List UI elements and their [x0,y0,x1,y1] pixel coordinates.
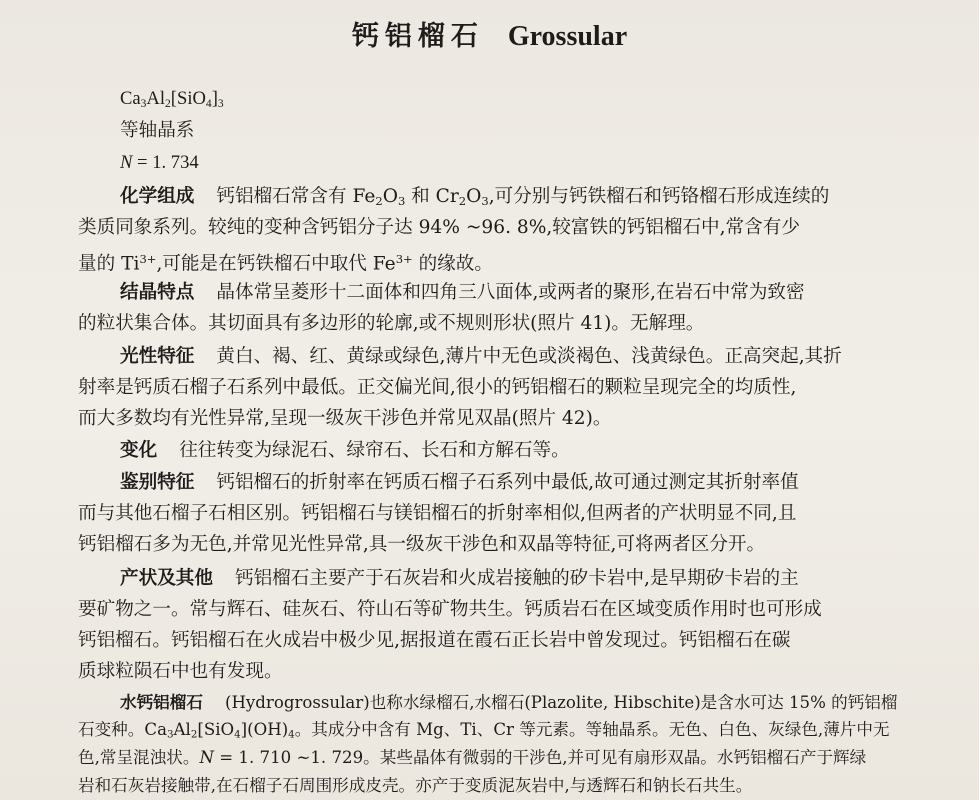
heading-crystal-features: 结晶特点 [120,282,195,303]
text-line: 钙铝榴石多为无色,并常见光性异常,具一级灰干涉色和双晶等特征,可将两者区分开。 [78,534,766,555]
heading-occurrence: 产状及其他 [120,568,213,589]
heading-alteration: 变化 [120,440,158,461]
heading-optical-features: 光性特征 [120,346,195,367]
title-chinese: 钙铝榴石 [351,21,484,52]
chemical-formula: $Ca_3Al_2[SiO_4]_3$ [120,88,224,110]
refractive-index: N = 1. 734 [120,152,199,173]
paragraph-alteration: 变化 往往转变为绿泥石、绿帘石、长石和方解石等。 [120,440,570,461]
text-line: 类质同象系列。较纯的变种含钙铝分子达 94% ~96. 8%,较富铁的钙铝榴石中,常含有少 [78,217,800,238]
text-line: 量的 $Ti^{3+}$,可能是在钙铁榴石中取代 $Fe^{3+}$ 的缘故。 [78,252,493,275]
paragraph-identification: 鉴别特征 钙铝榴石的折射率在钙质石榴子石系列中最低,故可通过测定其折射率值 [120,472,799,493]
paragraph-occurrence: 产状及其他 钙铝榴石主要产于石灰岩和火成岩接触的矽卡岩中,是早期矽卡岩的主 [120,568,799,589]
heading-hydrogrossular: 水钙铝榴石 [120,692,203,712]
text-line: 石变种。$Ca_3Al_2[SiO_4](OH)_4$。其成分中含有 Mg、Ti、Cr 等元素。等轴晶系。无色、白色、灰绿色,薄片中无 [78,720,890,741]
text-line: 要矿物之一。常与辉石、硅灰石、符山石等矿物共生。钙质岩石在区域变质作用时也可形成 [78,599,822,620]
text-line: 射率是钙质石榴子石系列中最低。正交偏光间,很小的钙铝榴石的颗粒呈现完全的均质性, [78,377,797,398]
crystal-system: 等轴晶系 [120,120,195,141]
heading-identification: 鉴别特征 [120,472,195,493]
text-line: 而与其他石榴子石相区别。钙铝榴石与镁铝榴石的折射率相似,但两者的产状明显不同,且 [78,503,797,524]
text-line: 钙铝榴石。钙铝榴石在火成岩中极少见,据报道在霞石正长岩中曾发现过。钙铝榴石在碳 [78,630,791,651]
paragraph-chemical-composition: 化学组成 钙铝榴石常含有 $Fe_2O_3$ 和 $Cr_2O_3$,可分别与钙铁榴石和钙铬榴石形成连续的 [120,186,830,208]
paragraph-hydrogrossular: 水钙铝榴石 (Hydrogrossular)也称水绿榴石,水榴石(Plazolite, Hibschite)是含水可达 15% 的钙铝榴 [120,692,898,712]
text-line: 色,常呈混浊状。N = 1. 710 ~1. 729。某些晶体有微弱的干涉色,并可见有扇形双晶。水钙铝榴石产于辉绿 [78,748,867,767]
paragraph-optical-features: 光性特征 黄白、褐、红、黄绿或绿色,薄片中无色或淡褐色、浅黄绿色。正高突起,其折 [120,346,842,367]
text-line: 的粒状集合体。其切面具有多边形的轮廓,或不规则形状(照片 41)。无解理。 [78,313,705,334]
text-line: 质球粒陨石中也有发现。 [78,661,283,682]
paragraph-crystal-features: 结晶特点 晶体常呈菱形十二面体和四角三八面体,或两者的聚形,在岩石中常为致密 [120,282,805,303]
text-line: 岩和石灰岩接触带,在石榴子石周围形成皮壳。亦产于变质泥灰岩中,与透辉石和钠长石共生。 [78,776,753,795]
heading-chemical-composition: 化学组成 [120,186,195,207]
page-title [0,14,979,53]
title-english: Grossular [507,21,628,52]
text-line: 而大多数均有光性异常,呈现一级灰干涉色并常见双晶(照片 42)。 [78,408,612,429]
